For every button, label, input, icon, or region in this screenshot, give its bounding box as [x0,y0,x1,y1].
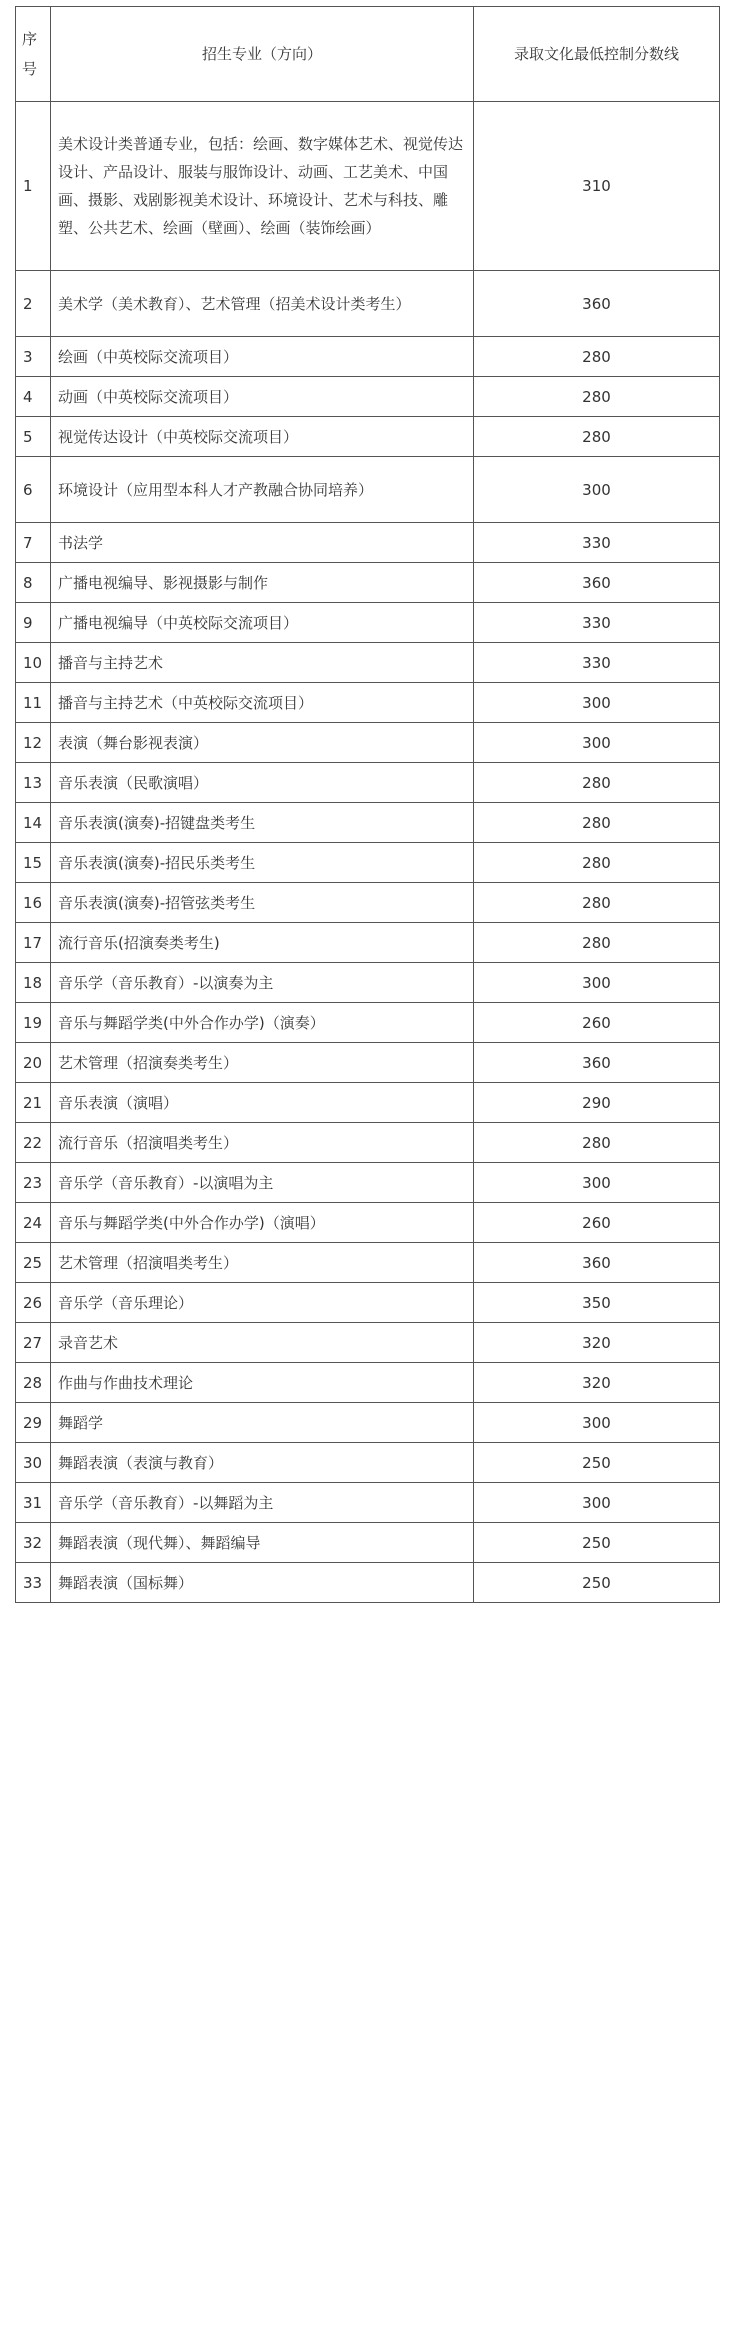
row-score: 300 [474,1403,720,1443]
row-number: 24 [16,1203,51,1243]
table-row [16,603,720,643]
row-number: 17 [16,923,51,963]
table-row [16,1123,720,1163]
row-major: 录音艺术 [51,1323,474,1363]
row-number: 4 [16,377,51,417]
row-number: 16 [16,883,51,923]
row-number: 19 [16,1003,51,1043]
row-major: 音乐表演（演唱） [51,1083,474,1123]
row-number: 11 [16,683,51,723]
row-score: 250 [474,1523,720,1563]
row-major: 播音与主持艺术（中英校际交流项目） [51,683,474,723]
table-row [16,843,720,883]
row-major: 舞蹈表演（表演与教育） [51,1443,474,1483]
row-major: 音乐与舞蹈学类(中外合作办学)（演唱） [51,1203,474,1243]
table-row [16,963,720,1003]
table-header-row [16,7,720,102]
row-major: 音乐学（音乐教育）-以舞蹈为主 [51,1483,474,1523]
row-number: 32 [16,1523,51,1563]
row-score: 360 [474,563,720,603]
row-score: 280 [474,417,720,457]
table-row [16,1483,720,1523]
row-major: 舞蹈学 [51,1403,474,1443]
row-major: 音乐表演(演奏)-招键盘类考生 [51,803,474,843]
row-score: 290 [474,1083,720,1123]
row-major: 音乐学（音乐理论） [51,1283,474,1323]
row-number: 5 [16,417,51,457]
table-row [16,1363,720,1403]
row-major: 艺术管理（招演奏类考生） [51,1043,474,1083]
table-row [16,1523,720,1563]
row-major: 舞蹈表演（现代舞）、舞蹈编导 [51,1523,474,1563]
row-score: 280 [474,337,720,377]
row-score: 260 [474,1203,720,1243]
table-row [16,1323,720,1363]
row-score: 300 [474,1163,720,1203]
table-row [16,883,720,923]
row-score: 280 [474,843,720,883]
row-major: 播音与主持艺术 [51,643,474,683]
row-number: 7 [16,523,51,563]
row-major: 音乐表演(演奏)-招民乐类考生 [51,843,474,883]
row-score: 300 [474,723,720,763]
row-number: 23 [16,1163,51,1203]
row-score: 330 [474,523,720,563]
row-score: 330 [474,643,720,683]
row-major: 广播电视编导、影视摄影与制作 [51,563,474,603]
row-number: 14 [16,803,51,843]
row-major: 作曲与作曲技术理论 [51,1363,474,1403]
row-number: 6 [16,457,51,523]
row-number: 9 [16,603,51,643]
row-number: 18 [16,963,51,1003]
row-number: 15 [16,843,51,883]
row-number: 28 [16,1363,51,1403]
table-row [16,643,720,683]
row-major: 表演（舞台影视表演） [51,723,474,763]
row-score: 320 [474,1363,720,1403]
row-score: 260 [474,1003,720,1043]
row-score: 350 [474,1283,720,1323]
row-major: 艺术管理（招演唱类考生） [51,1243,474,1283]
row-number: 20 [16,1043,51,1083]
row-major: 流行音乐（招演唱类考生） [51,1123,474,1163]
table-row [16,523,720,563]
score-table-container [15,6,719,1603]
table-row [16,563,720,603]
row-number: 8 [16,563,51,603]
row-major: 音乐学（音乐教育）-以演奏为主 [51,963,474,1003]
table-body [16,102,720,1603]
row-number: 12 [16,723,51,763]
table-row [16,683,720,723]
row-number: 33 [16,1563,51,1603]
row-major: 环境设计（应用型本科人才产教融合协同培养） [51,457,474,523]
table-row [16,337,720,377]
row-score: 300 [474,683,720,723]
row-number: 3 [16,337,51,377]
row-number: 27 [16,1323,51,1363]
row-major: 书法学 [51,523,474,563]
row-number: 30 [16,1443,51,1483]
row-major: 视觉传达设计（中英校际交流项目） [51,417,474,457]
admission-score-table [15,6,720,1603]
table-row [16,417,720,457]
row-number: 22 [16,1123,51,1163]
table-row [16,1243,720,1283]
row-number: 10 [16,643,51,683]
row-score: 250 [474,1563,720,1603]
row-number: 29 [16,1403,51,1443]
row-score: 280 [474,923,720,963]
table-row [16,377,720,417]
row-major: 绘画（中英校际交流项目） [51,337,474,377]
row-major: 美术设计类普通专业，包括：绘画、数字媒体艺术、视觉传达设计、产品设计、服装与服饰设计、动画、工艺美术、中国画、摄影、戏剧影视美术设计、环境设计、艺术与科技、雕塑、公共艺术、绘画（壁画）、绘画（装饰绘画） [51,102,474,271]
header-number: 序号 [16,7,51,102]
row-score: 300 [474,1483,720,1523]
table-row [16,1163,720,1203]
header-major: 招生专业（方向） [51,7,474,102]
row-score: 360 [474,1243,720,1283]
row-major: 音乐表演（民歌演唱） [51,763,474,803]
row-major: 流行音乐(招演奏类考生) [51,923,474,963]
row-score: 250 [474,1443,720,1483]
header-score: 录取文化最低控制分数线 [474,7,720,102]
row-score: 280 [474,803,720,843]
table-row [16,1283,720,1323]
table-row [16,1203,720,1243]
row-number: 25 [16,1243,51,1283]
row-number: 26 [16,1283,51,1323]
table-row [16,723,720,763]
row-score: 300 [474,963,720,1003]
row-score: 300 [474,457,720,523]
row-number: 21 [16,1083,51,1123]
row-score: 310 [474,102,720,271]
row-score: 320 [474,1323,720,1363]
row-score: 280 [474,883,720,923]
row-score: 280 [474,763,720,803]
table-row [16,102,720,271]
table-row [16,1083,720,1123]
table-row [16,1043,720,1083]
row-major: 舞蹈表演（国标舞） [51,1563,474,1603]
row-score: 360 [474,271,720,337]
row-number: 2 [16,271,51,337]
row-score: 360 [474,1043,720,1083]
table-row [16,1563,720,1603]
row-score: 280 [474,1123,720,1163]
row-major: 音乐表演(演奏)-招管弦类考生 [51,883,474,923]
row-number: 13 [16,763,51,803]
row-number: 1 [16,102,51,271]
row-major: 广播电视编导（中英校际交流项目） [51,603,474,643]
row-major: 音乐与舞蹈学类(中外合作办学)（演奏） [51,1003,474,1043]
row-score: 330 [474,603,720,643]
table-row [16,923,720,963]
table-row [16,1403,720,1443]
table-row [16,763,720,803]
table-row [16,457,720,523]
table-row [16,271,720,337]
row-major: 音乐学（音乐教育）-以演唱为主 [51,1163,474,1203]
table-row [16,1443,720,1483]
row-score: 280 [474,377,720,417]
row-number: 31 [16,1483,51,1523]
row-major: 美术学（美术教育）、艺术管理（招美术设计类考生） [51,271,474,337]
row-major: 动画（中英校际交流项目） [51,377,474,417]
table-row [16,803,720,843]
table-row [16,1003,720,1043]
